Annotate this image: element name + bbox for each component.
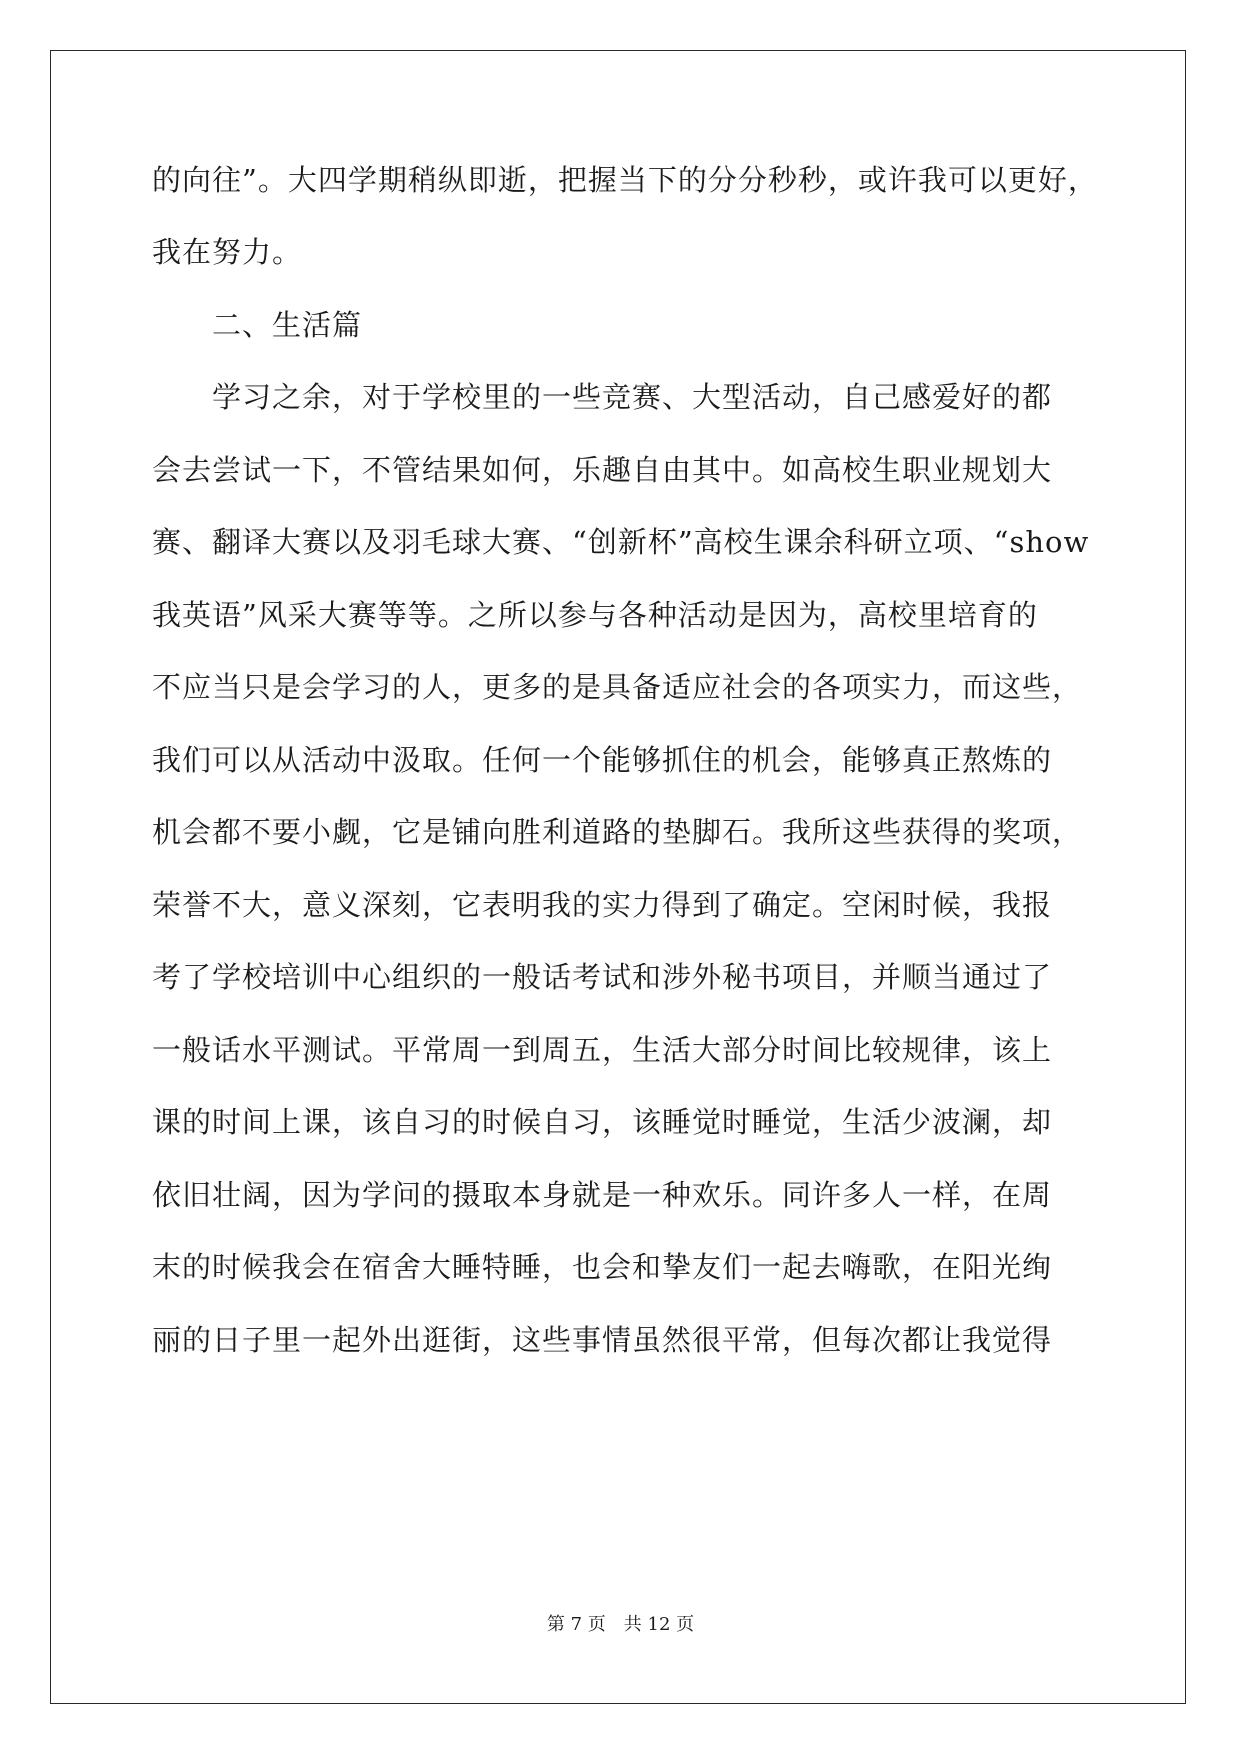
text-line: 依旧壮阔，因为学问的摄取本身就是一种欢乐。同许多人一样，在周 — [152, 1178, 1053, 1212]
text-line: 我英语”风采大赛等等。之所以参与各种活动是因为，高校里培育的 — [152, 598, 1038, 632]
text-line: 赛、翻译大赛以及羽毛球大赛、“创新杯”高校生课余科研立项、“show — [152, 525, 1090, 559]
section-heading: 二、生活篇 — [152, 308, 363, 342]
text-line: 荣誉不大，意义深刻，它表明我的实力得到了确定。空闲时候，我报 — [152, 888, 1053, 922]
text-line: 我们可以从活动中汲取。任何一个能够抓住的机会，能够真正熬炼的 — [152, 743, 1053, 777]
text-line: 一般话水平测试。平常周一到周五，生活大部分时间比较规律，该上 — [152, 1033, 1053, 1067]
text-line: 学习之余，对于学校里的一些竞赛、大型活动，自己感爱好的都 — [152, 380, 1053, 414]
text-line: 的向往”。大四学期稍纵即逝，把握当下的分分秒秒，或许我可以更好， — [152, 163, 1098, 197]
text-line: 末的时候我会在宿舍大睡特睡，也会和挚友们一起去嗨歌，在阳光绚 — [152, 1250, 1053, 1284]
page-border — [50, 50, 1186, 1704]
text-line: 会去尝试一下，不管结果如何，乐趣自由其中。如高校生职业规划大 — [152, 453, 1053, 487]
page-number: 第 7 页 — [546, 1614, 606, 1635]
page-total: 共 12 页 — [623, 1614, 695, 1635]
text-line: 机会都不要小觑，它是铺向胜利道路的垫脚石。我所这些获得的奖项， — [152, 815, 1083, 849]
text-line: 不应当只是会学习的人，更多的是具备适应社会的各项实力，而这些， — [152, 670, 1083, 704]
text-line: 我在努力。 — [152, 235, 303, 269]
text-line: 考了学校培训中心组织的一般话考试和涉外秘书项目，并顺当通过了 — [152, 960, 1053, 994]
text-line: 丽的日子里一起外出逛街，这些事情虽然很平常，但每次都让我觉得 — [152, 1323, 1053, 1357]
page-footer — [0, 1610, 1241, 1636]
text-line: 课的时间上课，该自习的时候自习，该睡觉时睡觉，生活少波澜，却 — [152, 1105, 1053, 1139]
